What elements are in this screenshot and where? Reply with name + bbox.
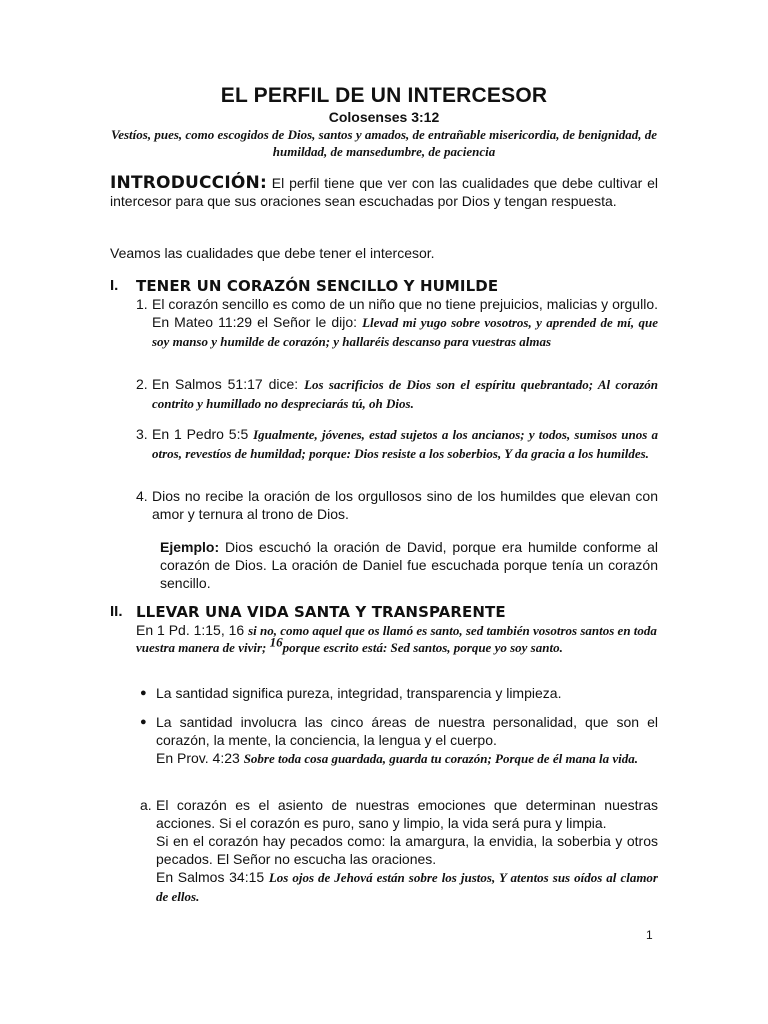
item-content	[152, 295, 658, 351]
item-content	[152, 487, 658, 523]
bullet-ref: En Prov. 4:23	[156, 750, 244, 766]
section1-heading: TENER UN CORAZÓN SENCILLO Y HUMILDE	[136, 277, 499, 295]
bullet-content	[156, 713, 658, 768]
item-content	[152, 425, 658, 463]
intro-lead: Veamos las cualidades que debe tener el intercesor.	[110, 245, 435, 261]
bullet-item	[140, 713, 658, 783]
list-item	[136, 487, 658, 523]
item-text: El corazón sencillo es como de un niño que no tiene prejuicios, malicias y orgullo. En Mateo 11:29 el Señor le dijo:	[152, 296, 658, 330]
example-label: Ejemplo:	[160, 539, 220, 555]
document-title: EL PERFIL DE UN INTERCESOR	[220, 84, 548, 107]
document-subtitle: Colosenses 3:12	[328, 109, 440, 125]
item-text: En 1 Pedro 5:5	[152, 426, 254, 442]
bullet-reference	[156, 749, 658, 768]
item-marker: 1.	[136, 296, 148, 312]
section2-heading: LLEVAR UNA VIDA SANTA Y TRANSPARENTE	[136, 603, 506, 621]
item-content	[152, 375, 658, 413]
bullet-text: La santidad significa pureza, integridad, transparencia y limpieza.	[156, 685, 562, 701]
section1-number: I.	[110, 277, 119, 294]
bullet-icon: ●	[140, 687, 147, 699]
item-quote: Llevad mi yugo sobre vosotros, y aprended de mí, que soy manso y humilde de corazón; y hallaréis descanso para vuestras almas	[152, 315, 659, 349]
page-number: 1	[646, 928, 653, 942]
theme-verse: Vestíos, pues, como escogidos de Dios, santos y amados, de entrañable misericordia, de benignidad, de humildad, de mansedumbre, de paciencia	[111, 127, 657, 159]
list-item	[136, 425, 658, 475]
item-marker: a.	[140, 797, 152, 813]
bullet-quote: Sobre toda cosa guardada, guarda tu corazón; Porque de él mana la vida.	[243, 751, 639, 766]
bullet-icon: ●	[140, 716, 147, 728]
list-item	[140, 796, 658, 916]
item-marker: 4.	[136, 488, 148, 504]
item-reference	[156, 868, 658, 906]
item-text: Dios no recibe la oración de los orgullosos sino de los humildes que elevan con amor y ternura al trono de Dios.	[152, 488, 658, 522]
section2-quote-a: si no, como aquel que os llamó es santo, sed también vosotros santos en toda vuestra manera de vivir;	[136, 623, 657, 655]
example-paragraph	[160, 538, 658, 592]
intro-text: El perfil tiene que ver con las cualidades que debe cultivar el intercesor para que sus oraciones sean escuchadas por Dios y tengan respuesta.	[110, 175, 658, 209]
intro-paragraph	[110, 174, 658, 210]
item-quote: Los ojos de Jehová están sobre los justos, Y atentos sus oídos al clamor de ellos.	[156, 870, 658, 904]
item-text: En Salmos 51:17 dice:	[152, 376, 305, 392]
verse-number: 16	[269, 634, 283, 650]
item-marker: 3.	[136, 426, 148, 442]
list-item	[136, 375, 658, 411]
item-ref: En Salmos 34:15	[156, 869, 269, 885]
bullet-item	[140, 684, 658, 702]
item-content	[156, 796, 658, 906]
section2-ref: En 1 Pd. 1:15, 16	[136, 622, 249, 638]
item-text: El corazón es el asiento de nuestras emociones que determinan nuestras acciones. Si el corazón es puro, sano y limpio, la vida será pura y limpia.	[156, 797, 658, 831]
list-item	[136, 295, 658, 361]
item-marker: 2.	[136, 376, 148, 392]
example-text: Dios escuchó la oración de David, porque era humilde conforme al corazón de Dios. La oración de Daniel fue escuchada porque tenía un corazón sencillo.	[160, 539, 658, 591]
section2-intro	[136, 622, 658, 656]
section2-number: II.	[110, 603, 123, 620]
intro-label: INTRODUCCIÓN:	[110, 173, 267, 193]
item-text-2: Si en el corazón hay pecados como: la amargura, la envidia, la soberbia y otros pecados. El Señor no escucha las oraciones.	[156, 833, 658, 867]
item-quote: Los sacrificios de Dios son el espíritu quebrantado; Al corazón contrito y humillado no despreciarás tú, oh Dios.	[152, 377, 658, 411]
section2-quote-b: porque escrito está: Sed santos, porque yo soy santo.	[282, 640, 563, 655]
item-quote: Igualmente, jóvenes, estad sujetos a los ancianos; y todos, sumisos unos a otros, revestíos de humildad; porque: Dios resiste a los soberbios, Y da gracia a los humildes.	[152, 427, 658, 461]
bullet-text: La santidad involucra las cinco áreas de nuestra personalidad, que son el corazón, la mente, la conciencia, la lengua y el cuerpo.	[156, 714, 658, 748]
